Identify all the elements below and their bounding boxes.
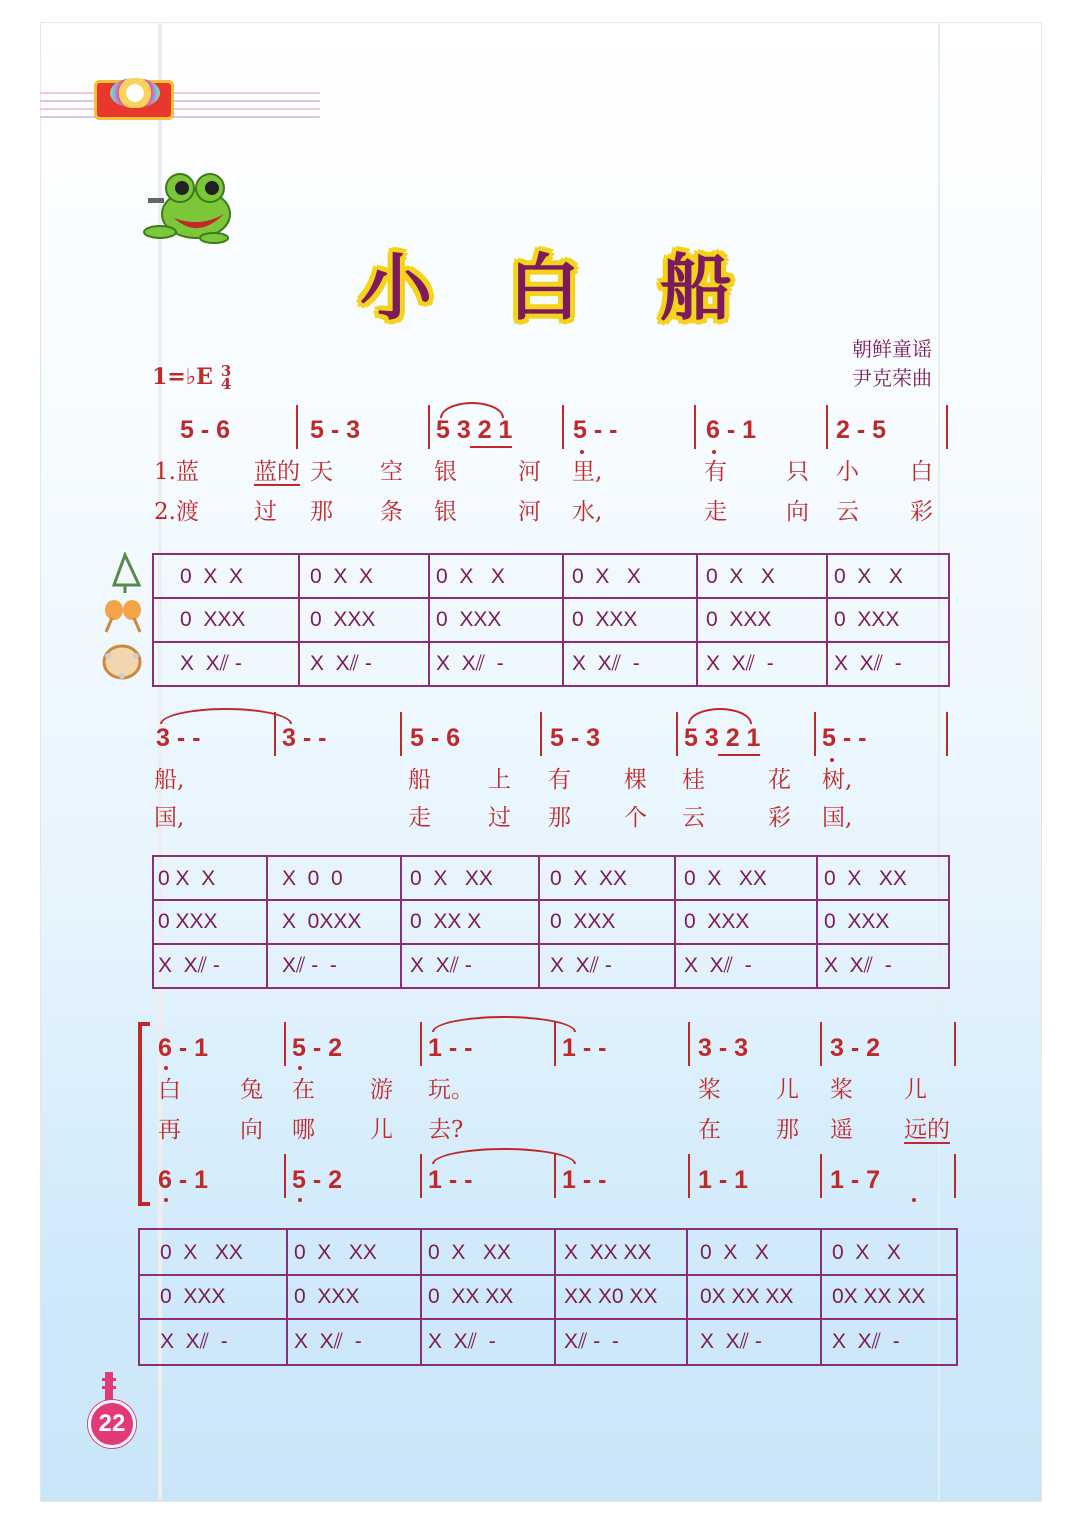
bar-line bbox=[420, 1154, 422, 1198]
lyric: 兔 bbox=[240, 1077, 263, 1103]
grid-row-line bbox=[140, 1318, 956, 1320]
lyric: 里, bbox=[572, 459, 603, 485]
guitar-head-icon bbox=[102, 1372, 116, 1402]
grid-col-line bbox=[420, 1230, 422, 1364]
lyric: 向 bbox=[786, 499, 809, 525]
rhythm-cell: X X⫽ - bbox=[310, 652, 372, 675]
lower-octave-dot bbox=[298, 1066, 302, 1070]
rhythm-cell: 0 XXX bbox=[572, 608, 638, 631]
bar-line bbox=[820, 1022, 822, 1066]
grid-col-line bbox=[562, 555, 564, 685]
bar-line bbox=[420, 1022, 422, 1066]
rhythm-cell: XX X0 XX bbox=[564, 1285, 658, 1308]
lyric: 河 bbox=[518, 499, 541, 525]
lyric: 1.蓝 bbox=[154, 459, 199, 485]
grid-col-line bbox=[554, 1230, 556, 1364]
note-group: 5 - - bbox=[573, 416, 618, 444]
note-group: 1 - 7 bbox=[830, 1166, 881, 1194]
key-signature bbox=[152, 364, 231, 391]
bar-line bbox=[540, 712, 542, 756]
title-char: 白 bbox=[508, 246, 581, 330]
rhythm-cell: X⫽ - - bbox=[282, 954, 337, 977]
grid-col-line bbox=[286, 1230, 288, 1364]
lyric: 过 bbox=[254, 499, 277, 525]
grid-col-line bbox=[816, 857, 818, 987]
rhythm-cell: 0 X XX bbox=[294, 1241, 377, 1264]
rhythm-cell: X X⫽ - bbox=[436, 652, 504, 675]
rhythm-cell: X X⫽ - bbox=[180, 652, 242, 675]
key-tonic: 1=♭E bbox=[152, 364, 213, 390]
rhythm-cell: 0X XX XX bbox=[700, 1285, 794, 1308]
lyric: 条 bbox=[380, 499, 403, 525]
rhythm-cell: X X⫽ - bbox=[428, 1330, 496, 1353]
lyric: 去? bbox=[428, 1117, 464, 1143]
lyric: 玩。 bbox=[428, 1077, 474, 1103]
lower-octave-dot bbox=[164, 1066, 168, 1070]
lower-octave-dot bbox=[912, 1198, 916, 1202]
note-group: 1 - - bbox=[428, 1034, 473, 1062]
lyric: 银 bbox=[434, 499, 457, 525]
lyric: 只 bbox=[786, 459, 809, 485]
lyric: 那 bbox=[310, 499, 333, 525]
rhythm-cell: X X⫽ - bbox=[706, 652, 774, 675]
lyric: 走 bbox=[408, 805, 431, 831]
grid-row-line bbox=[154, 597, 948, 599]
rhythm-cell: 0 X X bbox=[310, 565, 374, 588]
note-group: 2 - 5 bbox=[836, 416, 887, 444]
grid-col-line bbox=[686, 1230, 688, 1364]
lyric: 天 bbox=[310, 459, 333, 485]
rhythm-grid bbox=[152, 553, 950, 687]
note-group: 6 - 1 bbox=[706, 416, 757, 444]
rhythm-cell: 0 XXX bbox=[436, 608, 502, 631]
rhythm-cell: 0 XXX bbox=[158, 910, 218, 933]
header-stripe bbox=[40, 100, 320, 102]
lyric: 在 bbox=[698, 1117, 721, 1143]
rhythm-cell: X X⫽ - bbox=[550, 954, 612, 977]
lower-octave-dot bbox=[580, 450, 584, 454]
rhythm-cell: 0 XXX bbox=[834, 608, 900, 631]
grid-col-line bbox=[696, 555, 698, 685]
rhythm-cell: 0 X XX bbox=[410, 867, 493, 890]
lyric: 云 bbox=[682, 805, 705, 831]
rhythm-cell: 0 X X bbox=[158, 867, 216, 890]
rhythm-cell: 0 X X bbox=[832, 1241, 901, 1264]
part-bracket bbox=[138, 1022, 150, 1206]
lyric: 棵 bbox=[624, 767, 647, 793]
time-top: 3 bbox=[220, 362, 232, 380]
underline-beam bbox=[470, 446, 512, 448]
rhythm-cell: 0 X XX bbox=[824, 867, 907, 890]
rhythm-cell: 0 XXX bbox=[824, 910, 890, 933]
lyric: 远的 bbox=[904, 1117, 950, 1143]
bar-line bbox=[820, 1154, 822, 1198]
rhythm-cell: X X⫽ - bbox=[834, 652, 902, 675]
note-group: 1 - - bbox=[562, 1034, 607, 1062]
rhythm-cell: X X⫽ - bbox=[824, 954, 892, 977]
note-group: 5 - 6 bbox=[180, 416, 231, 444]
lyric: 国, bbox=[154, 805, 185, 831]
lyric: 儿 bbox=[370, 1117, 393, 1143]
rhythm-cell: 0 XXX bbox=[160, 1285, 226, 1308]
lyric: 那 bbox=[548, 805, 571, 831]
note-group: 6 - 1 bbox=[158, 1034, 209, 1062]
rhythm-cell: X X⫽ - bbox=[700, 1330, 762, 1353]
note-group: 5 - 3 bbox=[550, 724, 601, 752]
tambourine-icon bbox=[100, 642, 144, 682]
note-group: 3 - 2 bbox=[830, 1034, 881, 1062]
rhythm-cell: X 0XXX bbox=[282, 910, 362, 933]
bar-line bbox=[946, 405, 948, 449]
triangle-icon bbox=[108, 552, 142, 594]
lyric: 走 bbox=[704, 499, 727, 525]
rhythm-cell: X X⫽ - bbox=[410, 954, 472, 977]
lyric: 个 bbox=[624, 805, 647, 831]
lyric: 河 bbox=[518, 459, 541, 485]
lyric: 云 bbox=[836, 499, 859, 525]
note-group: 5 - 2 bbox=[292, 1166, 343, 1194]
title-char: 小 bbox=[360, 246, 433, 330]
lower-octave-dot bbox=[298, 1198, 302, 1202]
note-group: 3 - - bbox=[156, 724, 201, 752]
lyric: 向 bbox=[240, 1117, 263, 1143]
note-group: 1 - 1 bbox=[698, 1166, 749, 1194]
lyric: 儿 bbox=[904, 1077, 927, 1103]
lyric: 有 bbox=[704, 459, 727, 485]
rhythm-cell: 0 XXX bbox=[180, 608, 246, 631]
lyric: 水, bbox=[572, 499, 603, 525]
lyric: 白 bbox=[158, 1077, 181, 1103]
rhythm-cell: 0 X XX bbox=[550, 867, 628, 890]
bar-line bbox=[676, 712, 678, 756]
rhythm-cell: 0 X XX bbox=[160, 1241, 243, 1264]
lyric: 船 bbox=[408, 767, 431, 793]
bar-line bbox=[826, 405, 828, 449]
header-stripe bbox=[40, 92, 320, 94]
rhythm-cell: X XX XX bbox=[564, 1241, 652, 1264]
lyric: 游 bbox=[370, 1077, 393, 1103]
rhythm-cell: 0 X X bbox=[180, 565, 244, 588]
maracas-icon bbox=[100, 598, 146, 634]
grid-col-line bbox=[826, 555, 828, 685]
accordion-logo-emblem bbox=[110, 78, 160, 108]
note-group: 1 - - bbox=[428, 1166, 473, 1194]
lyric: 蓝的 bbox=[254, 459, 300, 485]
rhythm-cell: 0 X X bbox=[706, 565, 775, 588]
grid-col-line bbox=[400, 857, 402, 987]
note-group: 6 - 1 bbox=[158, 1166, 209, 1194]
note-group: 5 - 3 bbox=[310, 416, 361, 444]
rhythm-cell: X X⫽ - bbox=[160, 1330, 228, 1353]
lyric: 过 bbox=[488, 805, 511, 831]
lyric: 桨 bbox=[698, 1077, 721, 1103]
lyric: 白 bbox=[910, 459, 933, 485]
underline-beam bbox=[718, 754, 760, 756]
bar-line bbox=[284, 1154, 286, 1198]
page-number: 22 bbox=[88, 1400, 136, 1448]
bar-line bbox=[688, 1154, 690, 1198]
lyric: 再 bbox=[158, 1117, 181, 1143]
lyric: 2.渡 bbox=[154, 499, 199, 525]
lyric: 空 bbox=[380, 459, 403, 485]
note-group: 5 - 2 bbox=[292, 1034, 343, 1062]
grid-col-line bbox=[428, 555, 430, 685]
rhythm-cell: X X⫽ - bbox=[832, 1330, 900, 1353]
note-group: 5 - - bbox=[822, 724, 867, 752]
rhythm-cell: 0 XX XX bbox=[428, 1285, 514, 1308]
rhythm-cell: 0 X X bbox=[700, 1241, 769, 1264]
rhythm-cell: X⫽ - - bbox=[564, 1330, 619, 1353]
note-group: 5 - 6 bbox=[410, 724, 461, 752]
grid-row-line bbox=[154, 899, 948, 901]
bar-line bbox=[296, 405, 298, 449]
lyric: 哪 bbox=[292, 1117, 315, 1143]
note-group: 5 3 2 1 bbox=[684, 724, 761, 752]
rhythm-cell: 0 XXX bbox=[550, 910, 616, 933]
lyric: 遥 bbox=[830, 1117, 853, 1143]
rhythm-cell: X X⫽ - bbox=[158, 954, 220, 977]
note-group: 1 - - bbox=[562, 1166, 607, 1194]
rhythm-cell: 0 X XX bbox=[684, 867, 767, 890]
time-signature bbox=[220, 362, 232, 393]
lyric: 树, bbox=[822, 767, 853, 793]
lower-octave-dot bbox=[830, 758, 834, 762]
bar-line bbox=[946, 712, 948, 756]
note-group: 3 - - bbox=[282, 724, 327, 752]
time-bottom: 4 bbox=[220, 375, 232, 393]
frog-icon bbox=[140, 170, 236, 244]
grid-col-line bbox=[674, 857, 676, 987]
lyric: 上 bbox=[488, 767, 511, 793]
grid-col-line bbox=[820, 1230, 822, 1364]
rhythm-cell: 0 X X bbox=[834, 565, 903, 588]
title-char: 船 bbox=[660, 246, 733, 330]
rhythm-cell: 0 XXX bbox=[684, 910, 750, 933]
lower-octave-dot bbox=[164, 1198, 168, 1202]
rhythm-cell: 0 XXX bbox=[310, 608, 376, 631]
rhythm-cell: 0X XX XX bbox=[832, 1285, 926, 1308]
bar-line bbox=[688, 1022, 690, 1066]
lyric: 船, bbox=[154, 767, 185, 793]
rhythm-cell: X 0 0 bbox=[282, 867, 343, 890]
header-stripe bbox=[40, 108, 320, 110]
grid-col-line bbox=[538, 857, 540, 987]
grid-row-line bbox=[154, 943, 948, 945]
rhythm-cell: X X⫽ - bbox=[572, 652, 640, 675]
lyric: 彩 bbox=[768, 805, 791, 831]
rhythm-cell: X X⫽ - bbox=[684, 954, 752, 977]
grid-col-line bbox=[266, 857, 268, 987]
bar-line bbox=[562, 405, 564, 449]
note-group: 3 - 3 bbox=[698, 1034, 749, 1062]
lyric: 桨 bbox=[830, 1077, 853, 1103]
lyric: 彩 bbox=[910, 499, 933, 525]
rhythm-cell: X X⫽ - bbox=[294, 1330, 362, 1353]
lyric: 儿 bbox=[776, 1077, 799, 1103]
credit-composer: 尹克荣曲 bbox=[852, 366, 932, 390]
bar-line bbox=[428, 405, 430, 449]
bar-line bbox=[954, 1154, 956, 1198]
note-group: 5 3 2 1 bbox=[436, 416, 513, 444]
rhythm-cell: 0 XXX bbox=[294, 1285, 360, 1308]
grid-row-line bbox=[140, 1274, 956, 1276]
bar-line bbox=[694, 405, 696, 449]
grid-col-line bbox=[298, 555, 300, 685]
lyric: 那 bbox=[776, 1117, 799, 1143]
rhythm-cell: 0 X X bbox=[436, 565, 505, 588]
rhythm-cell: 0 X XX bbox=[428, 1241, 511, 1264]
lyric: 花 bbox=[768, 767, 791, 793]
lower-octave-dot bbox=[712, 450, 716, 454]
credit-origin: 朝鲜童谣 bbox=[852, 337, 932, 361]
rhythm-cell: 0 XXX bbox=[706, 608, 772, 631]
bar-line bbox=[954, 1022, 956, 1066]
lyric: 桂 bbox=[682, 767, 705, 793]
lyric: 银 bbox=[434, 459, 457, 485]
bar-line bbox=[284, 1022, 286, 1066]
lyric: 国, bbox=[822, 805, 853, 831]
rhythm-cell: 0 XX X bbox=[410, 910, 482, 933]
lyric: 在 bbox=[292, 1077, 315, 1103]
bar-line bbox=[814, 712, 816, 756]
bar-line bbox=[400, 712, 402, 756]
header-stripe bbox=[40, 116, 320, 118]
rhythm-cell: 0 X X bbox=[572, 565, 641, 588]
lyric: 有 bbox=[548, 767, 571, 793]
lyric: 小 bbox=[836, 459, 859, 485]
grid-row-line bbox=[154, 641, 948, 643]
